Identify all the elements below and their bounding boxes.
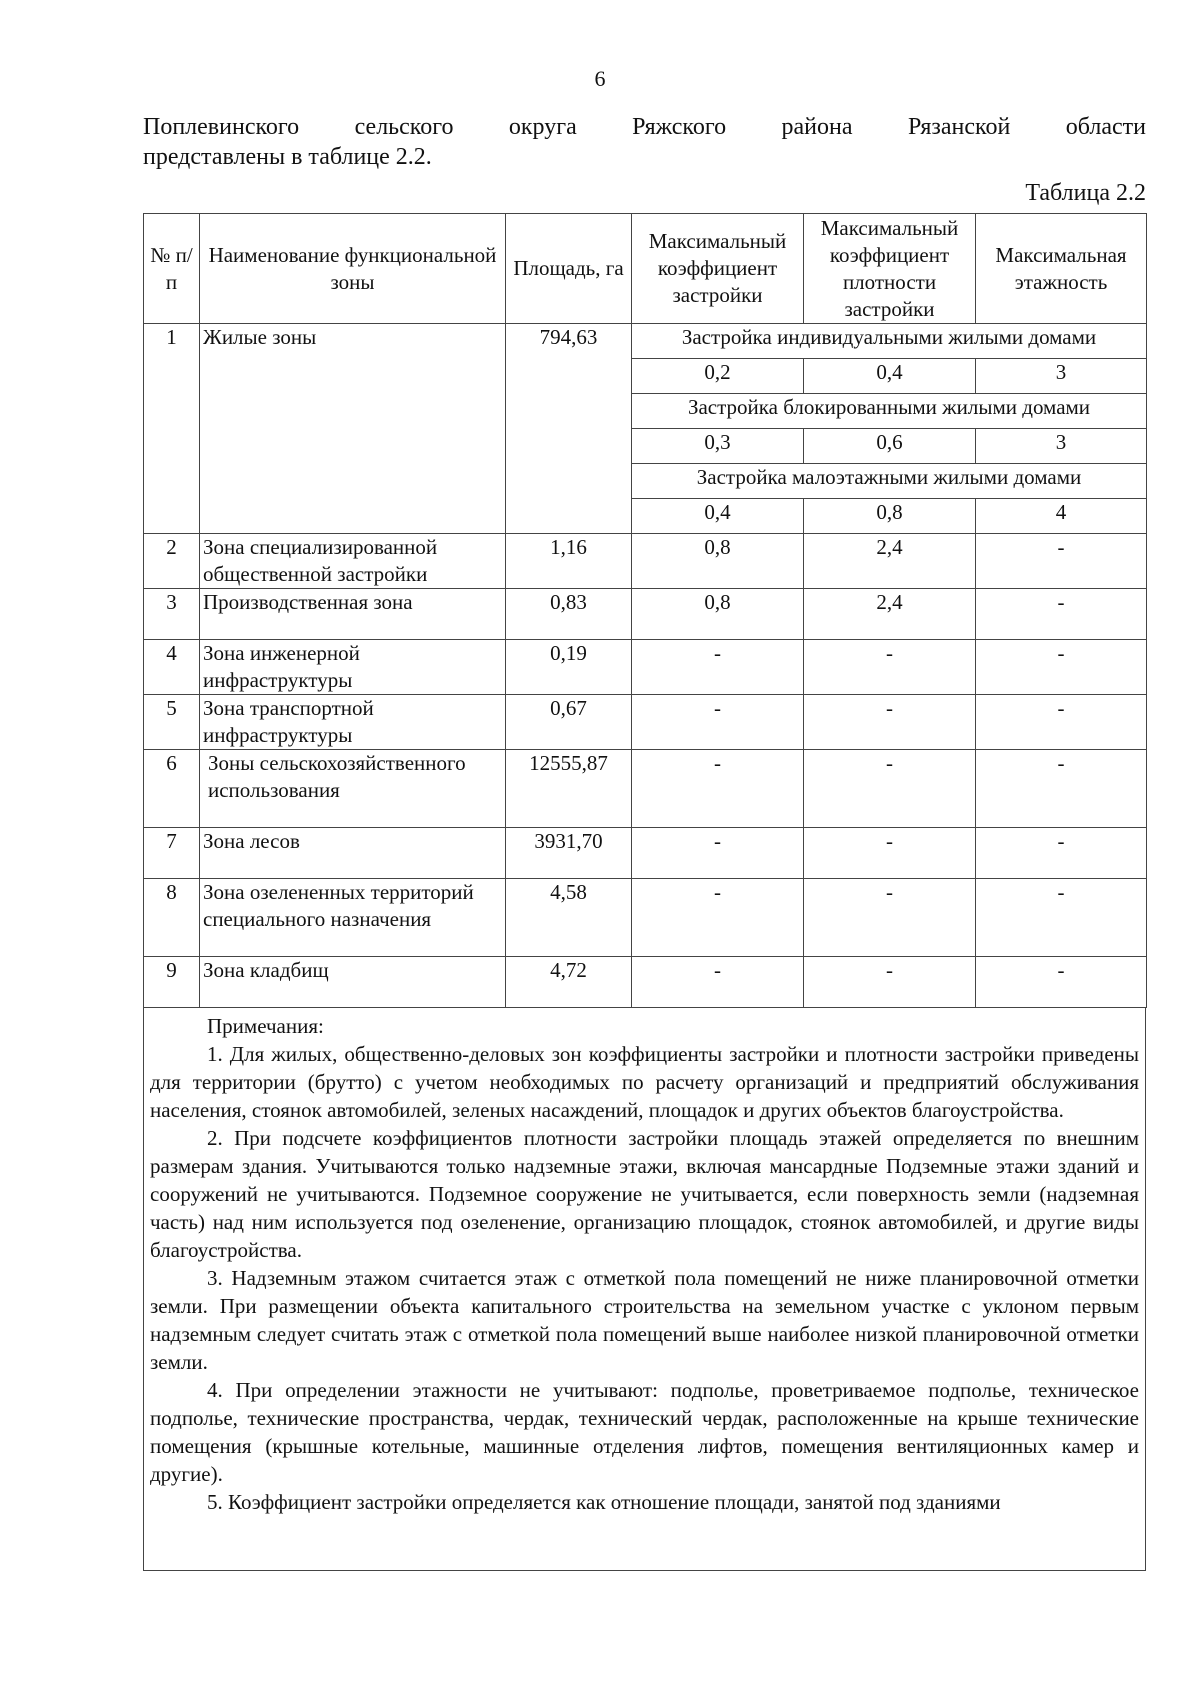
header-name: Наименование функциональной зоны <box>200 214 506 324</box>
intro-line-2: представлены в таблице 2.2. <box>143 144 432 170</box>
cell-area: 12555,87 <box>506 750 632 828</box>
cell-floors: - <box>976 534 1147 589</box>
cell-floors: - <box>976 695 1147 750</box>
cell-density: 0,6 <box>804 429 976 464</box>
cell-coef: 0,8 <box>632 589 804 640</box>
cell-num: 8 <box>144 879 200 957</box>
cell-area: 4,58 <box>506 879 632 957</box>
cell-density: - <box>804 750 976 828</box>
cell-coef: - <box>632 957 804 1008</box>
cell-name: Зона кладбищ <box>200 957 506 1008</box>
cell-density: - <box>804 879 976 957</box>
table-row <box>144 695 1147 750</box>
note-item: 5. Коэффициент застройки определяется как отношение площади, занятой под зданиями <box>207 1490 1001 1514</box>
cell-coef: - <box>632 828 804 879</box>
cell-floors: 3 <box>976 429 1147 464</box>
cell-coef: - <box>632 640 804 695</box>
header-area: Площадь, га <box>506 214 632 324</box>
cell-num: 5 <box>144 695 200 750</box>
header-max-coef-density: Максимальный коэффициент плотности застройки <box>804 214 976 324</box>
table-row <box>144 828 1147 879</box>
cell-floors: - <box>976 589 1147 640</box>
cell-name: Зона лесов <box>200 828 506 879</box>
cell-density: - <box>804 640 976 695</box>
cell-name: Зоны сельскохозяйственного использования <box>200 750 506 828</box>
intro-paragraph <box>143 112 1146 172</box>
table-row <box>144 534 1147 589</box>
residential-row <box>144 324 1147 359</box>
cell-num: 3 <box>144 589 200 640</box>
table-row <box>144 879 1147 957</box>
cell-num: 1 <box>144 324 200 534</box>
cell-name: Зона озелененных территорий специального назначения <box>200 879 506 957</box>
table-row <box>144 640 1147 695</box>
cell-floors: - <box>976 750 1147 828</box>
cell-density: 2,4 <box>804 589 976 640</box>
page-number: 6 <box>594 66 606 91</box>
note-item: 4. При определении этажности не учитывают: подполье, проветриваемое подполье, техническое подполье, технические пространства, чердак, технический чердак, расположенные на крыше технические помещения (крышные котельные, машинные отделения лифтов, помещения вентиляционных камер и другие). <box>150 1378 1139 1486</box>
note-item: 2. При подсчете коэффициентов плотности застройки площадь этажей определяется по внешним размерам здания. Учитываются только надземные этажи, включая мансардные Подземные этажи зданий и сооружений не учитываются. Подземное сооружение не учитывается, если поверхность земли (надземная часть) над ним используется под озеленение, организацию площадок, стоянок автомобилей, и другие виды благоустройства. <box>150 1126 1139 1262</box>
cell-density: - <box>804 828 976 879</box>
zones-table <box>143 213 1147 1008</box>
cell-num: 6 <box>144 750 200 828</box>
subtype-label: Застройка индивидуальными жилыми домами <box>632 324 1147 359</box>
cell-floors: 4 <box>976 499 1147 534</box>
cell-area: 0,83 <box>506 589 632 640</box>
cell-num: 2 <box>144 534 200 589</box>
cell-floors: - <box>976 640 1147 695</box>
notes-title: Примечания: <box>207 1014 324 1038</box>
cell-floors: - <box>976 957 1147 1008</box>
cell-name: Жилые зоны <box>200 324 506 534</box>
header-num: № п/п <box>144 214 200 324</box>
cell-area: 3931,70 <box>506 828 632 879</box>
cell-name: Производственная зона <box>200 589 506 640</box>
cell-coef: - <box>632 879 804 957</box>
cell-density: 0,8 <box>804 499 976 534</box>
table-row <box>144 589 1147 640</box>
cell-floors: - <box>976 828 1147 879</box>
cell-coef: 0,4 <box>632 499 804 534</box>
note-item: 1. Для жилых, общественно-деловых зон коэффициенты застройки и плотности застройки приведены для территории (брутто) с учетом необходимых по расчету организаций и предприятий обслуживания населения, стоянок автомобилей, зеленых насаждений, площадок и других объектов благоустройства. <box>150 1042 1139 1122</box>
cell-name: Зона транспортной инфраструктуры <box>200 695 506 750</box>
cell-coef: 0,8 <box>632 534 804 589</box>
cell-area: 794,63 <box>506 324 632 534</box>
intro-line-1: Поплевинского сельского округа Ряжского района Рязанской области <box>143 114 1146 140</box>
cell-name: Зона специализированной общественной застройки <box>200 534 506 589</box>
cell-density: - <box>804 695 976 750</box>
cell-density: 0,4 <box>804 359 976 394</box>
cell-name: Зона инженерной инфраструктуры <box>200 640 506 695</box>
cell-coef: 0,2 <box>632 359 804 394</box>
subtype-label: Застройка малоэтажными жилыми домами <box>632 464 1147 499</box>
table-caption: Таблица 2.2 <box>1025 180 1146 206</box>
cell-area: 4,72 <box>506 957 632 1008</box>
cell-floors: - <box>976 879 1147 957</box>
cell-floors: 3 <box>976 359 1147 394</box>
cell-coef: 0,3 <box>632 429 804 464</box>
cell-density: - <box>804 957 976 1008</box>
cell-area: 1,16 <box>506 534 632 589</box>
header-max-coef-build: Максимальный коэффициент застройки <box>632 214 804 324</box>
subtype-label: Застройка блокированными жилыми домами <box>632 394 1147 429</box>
cell-num: 4 <box>144 640 200 695</box>
cell-coef: - <box>632 750 804 828</box>
cell-density: 2,4 <box>804 534 976 589</box>
cell-area: 0,19 <box>506 640 632 695</box>
table-row <box>144 750 1147 828</box>
table-header-row <box>144 214 1147 324</box>
notes-box <box>143 1008 1146 1571</box>
note-item: 3. Надземным этажом считается этаж с отметкой пола помещений не ниже планировочной отметки земли. При размещении объекта капитального строительства на земельном участке с уклоном первым надземным следует считать этаж с отметкой пола помещений выше наиболее низкой планировочной отметки земли. <box>150 1266 1139 1374</box>
cell-num: 7 <box>144 828 200 879</box>
cell-area: 0,67 <box>506 695 632 750</box>
cell-num: 9 <box>144 957 200 1008</box>
table-row <box>144 957 1147 1008</box>
header-max-floors: Максимальная этажность <box>976 214 1147 324</box>
cell-coef: - <box>632 695 804 750</box>
